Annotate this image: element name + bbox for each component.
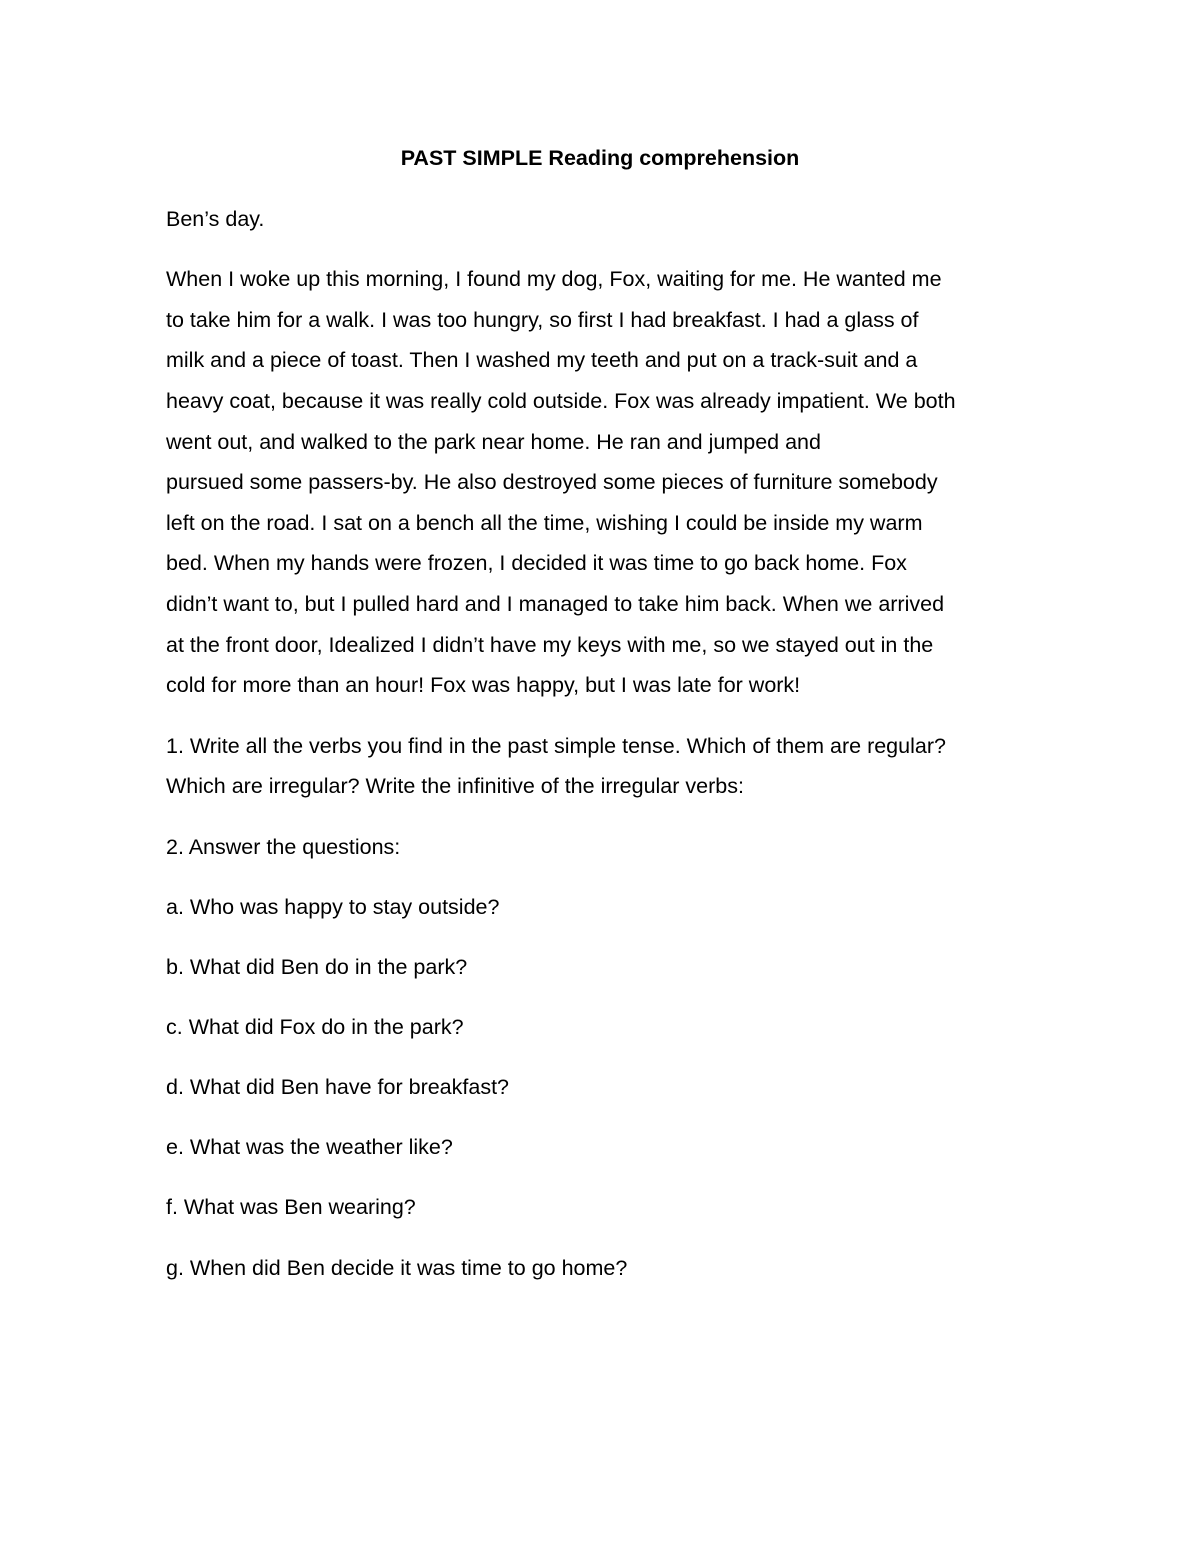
story-paragraph [166,259,1036,706]
question-c: c. What did Fox do in the park? [166,1015,464,1040]
story-line: to take him for a walk. I was too hungry, so first I had breakfast. I had a glass of [166,307,919,332]
question-g: g. When did Ben decide it was time to go home? [166,1255,628,1280]
story-line: pursued some passers-by. He also destroyed some pieces of furniture somebody [166,470,938,495]
story-line: heavy coat, because it was really cold outside. Fox was already impatient. We both [166,388,956,413]
story-line: cold for more than an hour! Fox was happy, but I was late for work! [166,673,801,698]
story-line: milk and a piece of toast. Then I washed my teeth and put on a track-suit and a [166,348,918,373]
story-title: Ben’s day. [166,206,265,231]
task-1 [166,726,1036,807]
question-e: e. What was the weather like? [166,1135,453,1160]
story-line: left on the road. I sat on a bench all the time, wishing I could be inside my warm [166,510,923,535]
document-title: PAST SIMPLE Reading comprehension [400,146,800,170]
story-line: didn’t want to, but I pulled hard and I managed to take him back. When we arrived [166,591,945,616]
task-1-line: 1. Write all the verbs you find in the past simple tense. Which of them are regular? [166,733,946,758]
task-1-line: Which are irregular? Write the infinitive of the irregular verbs: [166,774,744,799]
question-f: f. What was Ben wearing? [166,1195,416,1220]
question-a: a. Who was happy to stay outside? [166,895,500,919]
task-2-heading: 2. Answer the questions: [166,834,401,859]
document-content [166,138,1036,1308]
story-line: bed. When my hands were frozen, I decided it was time to go back home. Fox [166,551,907,576]
question-b: b. What did Ben do in the park? [166,955,468,980]
story-line: at the front door, Idealized I didn’t have my keys with me, so we stayed out in the [166,632,934,657]
question-d: d. What did Ben have for breakfast? [166,1075,510,1100]
story-line: went out, and walked to the park near home. He ran and jumped and [166,429,821,454]
task-2-section [166,827,1036,1288]
story-line: When I woke up this morning, I found my dog, Fox, waiting for me. He wanted me [166,267,942,292]
